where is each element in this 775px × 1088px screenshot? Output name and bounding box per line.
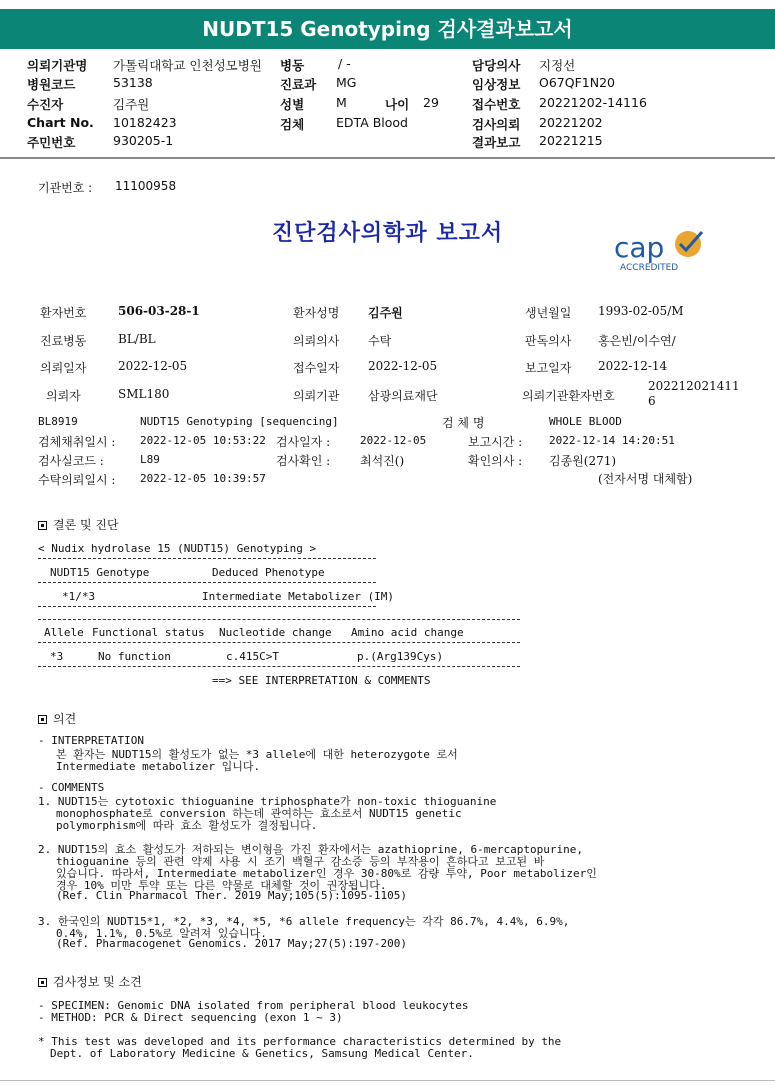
confirm-doctor-label: 확인의사 : (468, 454, 523, 468)
req-org-patient-no-value-2: 6 (648, 394, 656, 408)
requester-label: 의뢰자 (46, 389, 81, 403)
result-report-value: 20221215 (539, 133, 603, 148)
collect-time-value: 2022-12-05 10:53:22 (140, 434, 266, 447)
amino-value: p.(Arg139Cys) (357, 650, 444, 663)
requesting-org-value: 가톨릭대학교 인천성모병원 (113, 58, 262, 73)
col-nuc: Nucleotide change (219, 626, 332, 639)
req-date-label: 의뢰일자 (40, 361, 87, 375)
sex-value: M (336, 95, 347, 110)
report-title-bar (0, 9, 775, 49)
comment-1-line-2: monophosphate로 conversion 하는데 관여하는 효소로서 NUDT15 genetic (56, 807, 462, 820)
comments-head: - COMMENTS (38, 781, 105, 794)
rcpt-date-value: 2022-12-05 (368, 359, 438, 373)
test-request-label: 검사의뢰 (472, 117, 521, 132)
review-doctor-label: 판독의사 (525, 334, 572, 348)
test-code: BL8919 (38, 415, 78, 428)
comment-2-line-1: 2. NUDT15의 효소 활성도가 저하되는 변이형을 가진 환자에서는 azathioprine, 6-mercaptopurine, (38, 843, 584, 856)
chart-no-label: Chart No. (27, 115, 94, 130)
lab-code-label: 검사실코드 : (38, 454, 104, 468)
dept-label: 진료과 (280, 77, 317, 92)
genotype-value: *1/*3 (62, 590, 96, 603)
report-time-value: 2022-12-14 14:20:51 (549, 434, 675, 447)
ward-value-2: BL/BL (118, 332, 156, 346)
col-allele: Allele (44, 626, 84, 639)
square-bullet-icon (38, 715, 47, 724)
ward-label-2: 진료병동 (40, 334, 87, 348)
test-specimen-value: WHOLE BLOOD (549, 415, 622, 428)
opinion-heading (38, 710, 76, 727)
dept-value: MG (336, 75, 357, 90)
report-date-value: 2022-12-14 (598, 359, 668, 373)
req-org-label: 의뢰기관 (293, 389, 340, 403)
resident-no-label: 주민번호 (27, 135, 76, 150)
opinion-heading-text: 의견 (53, 712, 77, 726)
clinical-info-value: O67QF1N20 (539, 75, 615, 90)
requester-value: SML180 (118, 387, 170, 401)
comment-2-line-5: (Ref. Clin Pharmacol Ther. 2019 May;105(5):1095-1105) (56, 889, 407, 902)
doctor-value: 지정선 (539, 58, 576, 73)
cap-accredited-logo (610, 224, 720, 274)
report-main-title: 진단검사의학과 보고서 (271, 221, 504, 246)
result-report-label: 결과보고 (472, 135, 521, 150)
square-bullet-icon (38, 521, 47, 530)
comment-3-line-2: 0.4%, 1.1%, 0.5%로 알려져 있습니다. (56, 927, 267, 940)
resident-no-value: 930205-1 (113, 133, 174, 148)
test-date-label: 검사일자 : (276, 435, 331, 449)
sex-label: 성별 (280, 97, 305, 112)
specimen-label: 검체 (280, 117, 305, 132)
clinical-info-label: 임상정보 (472, 77, 521, 92)
allele-value: *3 (50, 650, 64, 663)
comment-3-line-3: (Ref. Pharmacogenet Genomics. 2017 May;27(5):197-200) (56, 937, 407, 950)
details-heading-text: 검사정보 및 소견 (53, 975, 142, 989)
doctor-label: 담당의사 (472, 58, 521, 73)
note-line-1: * This test was developed and its performance characteristics determined by the (38, 1035, 562, 1048)
org-no-label: 기관번호 : (38, 181, 93, 195)
hospital-code-value: 53138 (113, 75, 153, 90)
req-org-value: 삼광의료재단 (368, 389, 438, 403)
ward-value: / - (338, 56, 351, 71)
patient-label: 수진자 (27, 97, 64, 112)
comment-1-line-1: 1. NUDT15는 cytotoxic thioguanine triphosphate가 non-toxic thioguanine (38, 795, 497, 808)
ward-label: 병동 (280, 58, 305, 73)
specimen-value: EDTA Blood (336, 115, 408, 130)
test-date-value: 2022-12-05 (360, 434, 427, 447)
req-org-patient-no-value-1: 202212021411 (648, 379, 740, 393)
signature-note: (전자서명 대체함) (598, 472, 693, 486)
review-doctor-value: 홍은빈/이수연/ (598, 334, 676, 348)
req-doctor-label: 의뢰의사 (293, 334, 340, 348)
interp-line-2: Intermediate metabolizer 입니다. (56, 760, 261, 773)
col-func: Functional status (92, 626, 205, 639)
dash-line (38, 642, 520, 643)
details-heading (38, 973, 142, 990)
test-confirm-value: 최석진() (360, 454, 405, 468)
report-date-label: 보고일자 (525, 361, 572, 375)
lab-report (0, 166, 775, 1081)
gene-title: < Nudix hydrolase 15 (NUDT15) Genotyping > (38, 542, 317, 555)
contract-time-value: 2022-12-05 10:39:57 (140, 472, 266, 485)
phenotype-value: Intermediate Metabolizer (IM) (202, 590, 395, 603)
conclusion-heading-text: 결론 및 진단 (53, 518, 119, 532)
contract-time-label: 수탁의뢰일시 : (38, 473, 116, 487)
req-org-patient-no-label: 의뢰기관환자번호 (522, 389, 615, 403)
cap-seal-icon (675, 231, 701, 257)
receipt-no-label: 접수번호 (472, 97, 521, 112)
test-request-value: 20221202 (539, 115, 603, 130)
conclusion-heading (38, 516, 119, 533)
age-label: 나이 (385, 97, 410, 112)
lab-code-value: L89 (140, 453, 160, 466)
specimen-line: - SPECIMEN: Genomic DNA isolated from peripheral blood leukocytes (38, 999, 469, 1012)
cap-logo-text: cap (614, 231, 665, 264)
note-line-2: Dept. of Laboratory Medicine & Genetics, Samsung Medical Center. (50, 1047, 474, 1060)
method-line: - METHOD: PCR & Direct sequencing (exon 1 ~ 3) (38, 1011, 343, 1024)
dash-line (38, 666, 520, 667)
comment-2-line-3: 있습니다. 따라서, Intermediate metabolizer인 경우 30-80%로 감량 투약, Poor metabolizer인 (56, 867, 597, 880)
interp-head: - INTERPRETATION (38, 734, 144, 747)
func-value: No function (98, 650, 171, 663)
test-name: NUDT15 Genotyping [sequencing] (140, 415, 339, 428)
report-title: NUDT15 Genotyping 검사결과보고서 (202, 17, 573, 41)
birth-label: 생년월일 (525, 306, 572, 320)
comment-2-line-2: thioguanine 등의 관련 약제 사용 시 조기 백혈구 감소증 등의 부작용이 흔하다고 보고된 바 (56, 855, 545, 868)
report-time-label: 보고시간 : (468, 435, 523, 449)
dash-line (38, 606, 376, 607)
test-confirm-label: 검사확인 : (276, 454, 331, 468)
interp-line-1: 본 환자는 NUDT15의 활성도가 없는 *3 allele에 대한 heterozygote 로서 (56, 748, 458, 761)
patient-name-label: 환자성명 (293, 306, 340, 320)
cap-accredited-text: ACCREDITED (620, 263, 679, 273)
receipt-no-value: 20221202-14116 (539, 95, 647, 110)
rcpt-date-label: 접수일자 (293, 361, 340, 375)
nuc-value: c.415C>T (226, 650, 279, 663)
header-divider (0, 157, 775, 159)
see-note: ==> SEE INTERPRETATION & COMMENTS (212, 674, 431, 687)
org-no-value: 11100958 (115, 179, 177, 193)
square-bullet-icon (38, 978, 47, 987)
col-phenotype: Deduced Phenotype (212, 566, 325, 579)
bottom-divider (0, 1080, 775, 1081)
comment-3-line-1: 3. 한국인의 NUDT15*1, *2, *3, *4, *5, *6 allele frequency는 각각 86.7%, 4.4%, 6.9%, (38, 915, 570, 928)
col-genotype: NUDT15 Genotype (50, 566, 150, 579)
hospital-code-label: 병원코드 (27, 77, 76, 92)
col-amino: Amino acid change (351, 626, 464, 639)
dash-line (38, 582, 376, 583)
patient-name-value: 김주원 (368, 306, 403, 320)
comment-2-line-4: 경우 10% 미만 투약 또는 다른 약물로 대체할 것이 권장됩니다. (56, 879, 387, 892)
dash-line (38, 619, 520, 620)
birth-value: 1993-02-05/M (598, 304, 684, 318)
patient-no-value: 506-03-28-1 (118, 304, 200, 318)
test-specimen-label: 검 체 명 (442, 416, 485, 430)
collect-time-label: 검체채취일시 : (38, 435, 116, 449)
req-doctor-value: 수탁 (368, 334, 392, 348)
chart-no-value: 10182423 (113, 115, 177, 130)
req-date-value: 2022-12-05 (118, 359, 188, 373)
patient-value: 김주원 (113, 97, 150, 112)
dash-line (38, 558, 376, 559)
patient-no-label: 환자번호 (40, 306, 87, 320)
comment-1-line-3: polymorphism에 따라 효소 활성도가 결정됩니다. (56, 819, 318, 832)
age-value: 29 (423, 95, 439, 110)
confirm-doctor-value: 김종원(271) (549, 454, 617, 468)
requesting-org-label: 의뢰기관명 (27, 58, 88, 73)
